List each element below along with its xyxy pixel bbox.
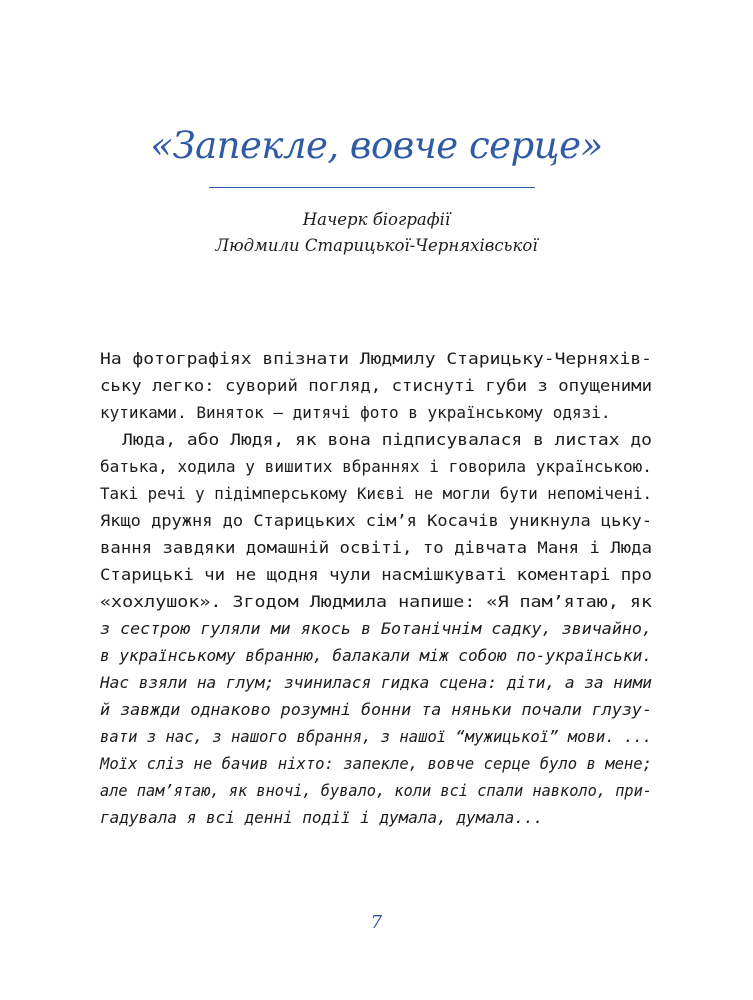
body-line-text: Люда, або Людя, як вона підписувалася в листах до: [122, 430, 652, 449]
body-line: [100, 534, 652, 561]
body-line: [100, 372, 652, 399]
body-line: [100, 696, 652, 723]
body-line: [100, 561, 652, 588]
body-line: [100, 588, 652, 615]
body-line: [100, 426, 652, 453]
body-line-text: На фотографіях впізнати Людмилу Старицьку-Черняхів-: [100, 349, 652, 368]
subtitle-line-1: Начерк біографії: [302, 210, 451, 229]
body-line-text: але пам’ятаю, як вночі, бувало, коли всі спали навколо, при-: [100, 781, 652, 800]
page-number: 7: [370, 912, 383, 933]
body-line-text: гадувала я всі денні події і думала, думала...: [100, 808, 544, 827]
body-line: [100, 453, 652, 480]
title-rule: [209, 187, 535, 188]
body-line-text: Нас взяли на глум; зчинилася гидка сцена: діти, а за ними: [100, 673, 652, 692]
body-line: [100, 723, 652, 750]
body-line-text: ську легко: суворий погляд, стиснуті губи з опущеними: [100, 376, 652, 395]
body-line-text: батька, ходила у вишитих вбраннях і говорила українською.: [100, 457, 652, 476]
body-line: [100, 669, 652, 696]
body-text: [100, 345, 652, 831]
body-line-text: Старицькі чи не щодня чули насмішкуваті коментарі про: [100, 565, 652, 584]
body-line-text: Такі речі у підімперському Києві не могли бути непомічені.: [100, 484, 652, 503]
body-line: [100, 642, 652, 669]
body-line: [100, 777, 652, 804]
body-line: [100, 480, 652, 507]
chapter-subtitle: [0, 207, 753, 259]
body-line: [100, 507, 652, 534]
body-line-text: «хохлушок». Згодом Людмила напише: «Я пам’ятаю, як: [100, 592, 652, 611]
body-line-text: й завжди однаково розумні бонни та няньки почали глузу-: [100, 700, 652, 719]
body-line: [100, 399, 652, 426]
body-line: [100, 345, 652, 372]
chapter-title: «Запекле, вовче серце»: [150, 124, 603, 167]
subtitle-line-2: Людмили Старицької-Черняхівської: [215, 236, 538, 255]
body-line-text: кутиками. Виняток — дитячі фото в українському одязі.: [100, 403, 611, 422]
body-line-text: вання завдяки домашній освіті, то дівчата Маня і Люда: [100, 538, 652, 557]
body-line-text: Моїх сліз не бачив ніхто: запекле, вовче серце було в мене;: [100, 754, 652, 773]
body-line-text: з сестрою гуляли ми якось в Ботанічнім садку, звичайно,: [100, 619, 652, 638]
body-line-text: в українському вбранню, балакали між собою по-українськи.: [100, 646, 652, 665]
body-line-text: Якщо дружня до Старицьких сім’я Косачів уникнула цьку-: [100, 511, 652, 530]
body-line: [100, 750, 652, 777]
body-line-text: вати з нас, з нашого вбрання, з нашої “мужицької” мови. ...: [100, 727, 652, 746]
body-line: [100, 804, 652, 831]
body-line: [100, 615, 652, 642]
